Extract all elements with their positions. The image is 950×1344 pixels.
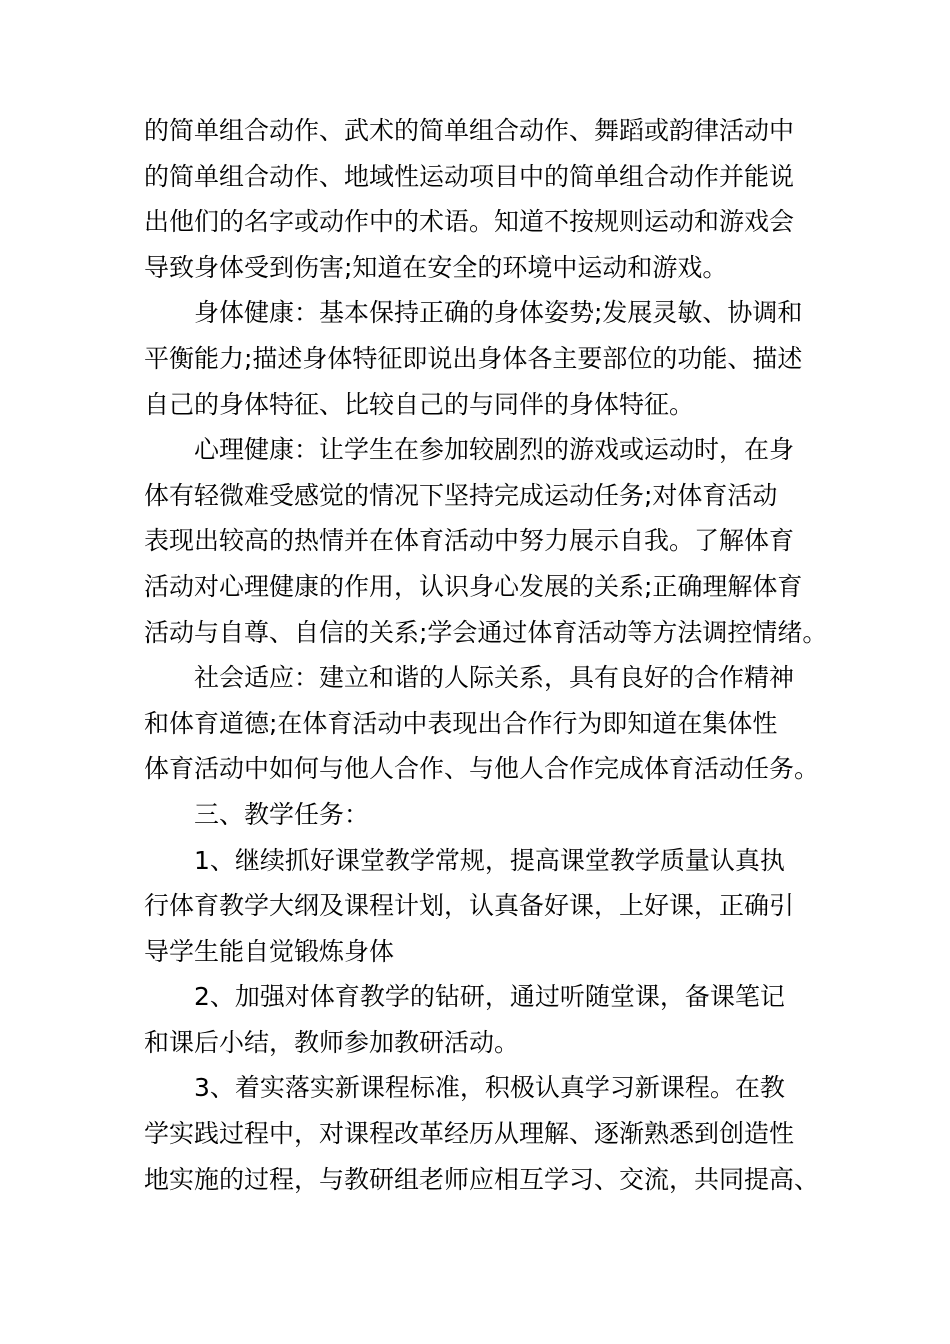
document-body: [144, 108, 834, 1202]
text-line: 行体育教学大纲及课程计划，认真备好课，上好课，正确引: [144, 891, 795, 921]
text-line: 和课后小结，教师参加教研活动。: [144, 1027, 520, 1057]
list-item-2: 2、加强对体育教学的钻研，通过听随堂课，备课笔记: [194, 982, 785, 1012]
text-line: 体育活动中如何与他人合作、与他人合作完成体育活动任务。: [144, 754, 820, 784]
paragraph-start-social-adaptation: 社会适应：建立和谐的人际关系，具有良好的合作精神: [194, 663, 795, 693]
text-line: 表现出较高的热情并在体育活动中努力展示自我。了解体育: [144, 526, 795, 556]
paragraph-start-mental-health: 心理健康：让学生在参加较剧烈的游戏或运动时，在身: [194, 435, 795, 465]
text-line: 出他们的名字或动作中的术语。知道不按规则运动和游戏会: [144, 207, 795, 237]
text-line: 导致身体受到伤害;知道在安全的环境中运动和游戏。: [144, 252, 728, 282]
text-line: 的简单组合动作、武术的简单组合动作、舞蹈或韵律活动中: [144, 116, 795, 145]
text-line: 的简单组合动作、地域性运动项目中的简单组合动作并能说: [144, 161, 795, 191]
text-line: 自己的身体特征、比较自己的与同伴的身体特征。: [144, 389, 695, 419]
text-line: 和体育道德;在体育活动中表现出合作行为即知道在集体性: [144, 708, 778, 738]
text-line: 导学生能自觉锻炼身体: [144, 936, 395, 966]
section-heading-teaching-tasks: 三、教学任务：: [194, 799, 370, 829]
text-line: 学实践过程中，对课程改革经历从理解、逐渐熟悉到创造性: [144, 1119, 795, 1149]
list-item-1: 1、继续抓好课堂教学常规，提高课堂教学质量认真执: [194, 845, 785, 875]
text-line: 活动对心理健康的作用，认识身心发展的关系;正确理解体育: [144, 571, 803, 601]
text-line: 活动与自尊、自信的关系;学会通过体育活动等方法调控情绪。: [144, 617, 828, 647]
list-item-3: 3、着实落实新课程标准，积极认真学习新课程。在教: [194, 1073, 785, 1103]
text-line: 体有轻微难受感觉的情况下坚持完成运动任务;对体育活动: [144, 480, 778, 510]
text-line: 平衡能力;描述身体特征即说出身体各主要部位的功能、描述: [144, 343, 803, 373]
paragraph-start-physical-health: 身体健康：基本保持正确的身体姿势;发展灵敏、协调和: [194, 298, 803, 328]
text-line: 地实施的过程，与教研组老师应相互学习、交流，共同提高、: [144, 1164, 820, 1194]
